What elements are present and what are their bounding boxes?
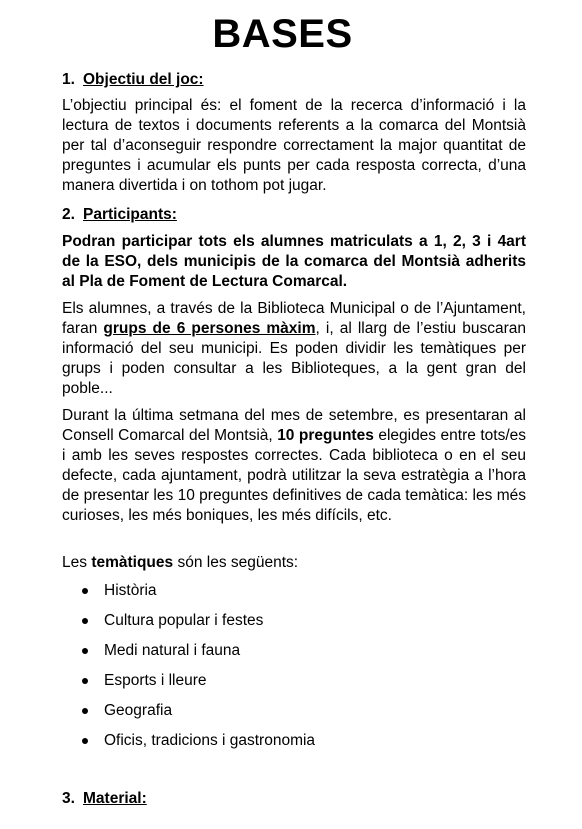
questions-count-emphasis: 10 preguntes: [277, 427, 374, 444]
section-2-title: Participants:: [83, 206, 177, 223]
page-title: BASES: [212, 12, 353, 56]
section-1-number: 1.: [62, 71, 75, 88]
topic-label: Geografia: [104, 702, 173, 719]
questions-text-start: Durant la última setmana del mes de setembre, es presentaran al Consell Comarcal del Montsià,: [62, 407, 526, 444]
list-item: [62, 730, 522, 760]
topic-label: Oficis, tradicions i gastronomia: [104, 732, 316, 749]
list-item: [62, 640, 522, 670]
topic-label: Medi natural i fauna: [104, 642, 241, 659]
participants-eligibility: Podran participar tots els alumnes matriculats a 1, 2, 3 i 4art de la ESO, dels municipis de la comarca del Montsià adherits al Pla de Foment de Lectura Comarcal.: [62, 233, 526, 290]
section-3-title: Material:: [83, 790, 147, 807]
topic-label: Esports i lleure: [104, 672, 207, 689]
section-1-heading: [62, 70, 204, 90]
section-1-paragraph: L’objectiu principal és: el foment de la recerca d’informació i la lectura de textos i documents referents a la comarca del Montsià per tal d’aconseguir respondre correctament la major quantitat de preguntes i acumular els punts per cada resposta correcta, d’una manera divertida i on tothom pot jugar.: [62, 97, 526, 194]
section-3-heading: [62, 789, 147, 809]
topics-intro-start: Les: [62, 554, 92, 571]
list-item: [62, 700, 522, 730]
groups-text-start: Els alumnes, a través de la Biblioteca Municipal o de l’Ajuntament, faran: [62, 300, 526, 337]
group-size-emphasis: grups de 6 persones màxim: [103, 320, 316, 337]
section-3-number: 3.: [62, 790, 75, 807]
topics-list: [62, 580, 522, 760]
participants-groups-paragraph: [62, 299, 526, 399]
section-1-title: Objectiu del joc:: [83, 71, 204, 88]
bullet-icon: [82, 588, 88, 594]
topics-emphasis: temàtiques: [91, 554, 174, 571]
bullet-icon: [82, 678, 88, 684]
section-2-heading: [62, 205, 177, 225]
topics-intro-end: són les següents:: [173, 554, 299, 571]
list-item: [62, 670, 522, 700]
list-item: [62, 580, 522, 610]
questions-text-end: elegides entre tots/es i amb les seves respostes correctes. Cada biblioteca o en el seu defecte, cada ajuntament, podrà utilitzar la seva estratègia a l’hora de presentar les 10 preguntes definitives de cada temàtica: les més curioses, les més boniques, les més difícils, etc.: [62, 427, 526, 524]
bullet-icon: [82, 708, 88, 714]
questions-paragraph: [62, 406, 526, 526]
topics-intro: [62, 553, 526, 573]
bullet-icon: [82, 648, 88, 654]
groups-text-end: , i, al llarg de l’estiu buscaran informació del seu municipi. Es poden dividir les temàtiques per grups i poden consultar a les Biblioteques, a la gent gran del poble...: [62, 320, 526, 397]
topic-label: Història: [104, 582, 157, 599]
section-2-number: 2.: [62, 206, 75, 223]
topic-label: Cultura popular i festes: [104, 612, 264, 629]
list-item: [62, 610, 522, 640]
bullet-icon: [82, 618, 88, 624]
bullet-icon: [82, 738, 88, 744]
